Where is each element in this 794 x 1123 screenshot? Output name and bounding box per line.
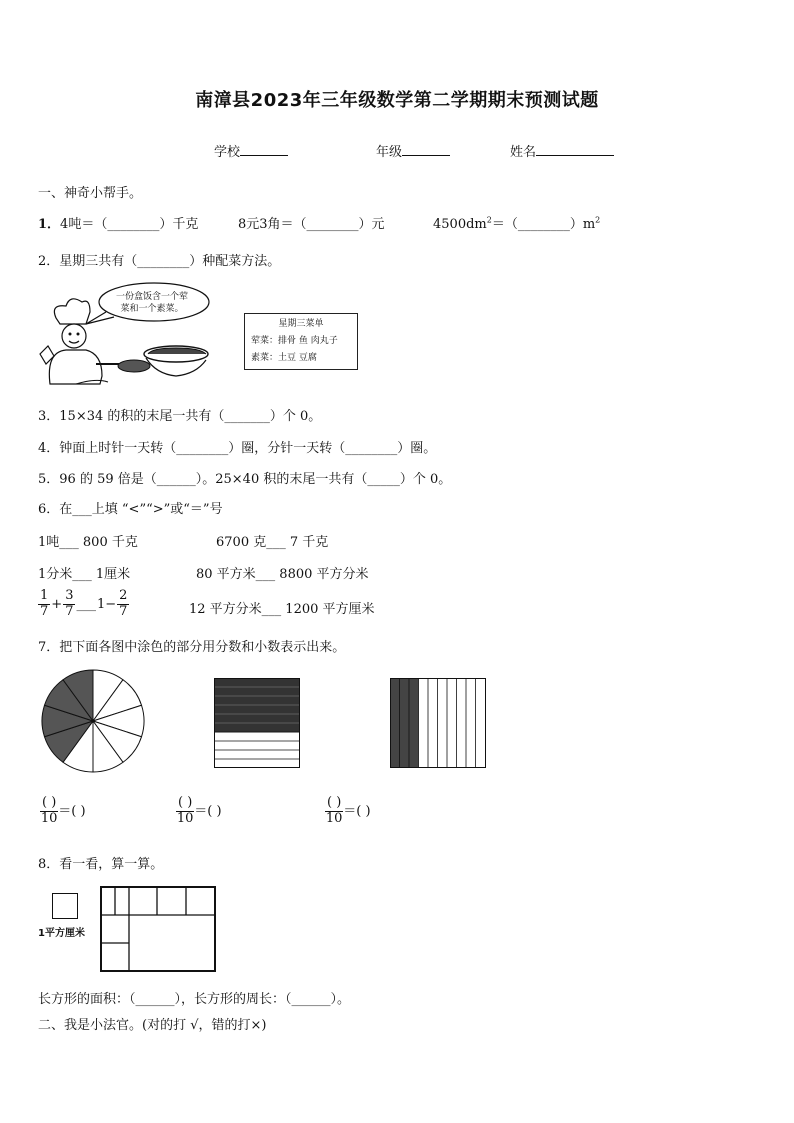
numerator-blank: ( ) — [42, 795, 57, 810]
answer-fraction — [40, 796, 58, 827]
name-field[interactable] — [510, 141, 614, 160]
menu-card — [244, 313, 358, 370]
q2-text: 2．星期三共有（________）种配菜方法。 — [38, 254, 281, 269]
denominator: 10 — [176, 810, 194, 826]
q6-text: 6．在___上填 “<”“>”或“＝”号 — [38, 502, 223, 517]
q6-row2-a: 1分米___ 1厘米 — [38, 567, 131, 582]
one-minus: 1− — [96, 596, 117, 612]
q6-row2-b: 80 平方米___ 8800 平方分米 — [196, 567, 369, 582]
q7-answer-1[interactable] — [40, 796, 86, 827]
denominator: 10 — [40, 810, 58, 826]
section-1-heading: 一、神奇小帮手。 — [38, 186, 143, 201]
answer-fraction — [176, 796, 194, 827]
q1-part-c — [433, 213, 600, 232]
numerator-blank: ( ) — [327, 795, 342, 810]
q1-c-mid: ＝（________）m — [491, 217, 596, 232]
school-label: 学校 — [214, 145, 241, 160]
q1-part-a — [38, 213, 198, 232]
frac-numerator: 1 — [40, 588, 49, 603]
decimal-blank: ＝( ) — [194, 803, 222, 819]
fraction-3-7 — [63, 589, 75, 620]
compare-blank: ___ — [76, 596, 96, 612]
menu-meat: 荤菜：排骨 鱼 肉丸子 — [251, 336, 338, 346]
q8-answer: 长方形的面积：（______），长方形的周长：（______）。 — [38, 992, 351, 1007]
frac-denominator: 7 — [65, 603, 74, 619]
q6-row1-a: 1吨___ 800 千克 — [38, 535, 138, 550]
section-2-heading: 二、我是小法官。(对的打 √，错的打×) — [38, 1018, 267, 1033]
answer-fraction — [325, 796, 343, 827]
page-title: 南漳县2023年三年级数学第二学期期末预测试题 — [195, 90, 599, 111]
denominator: 10 — [325, 810, 343, 826]
name-label: 姓名 — [510, 145, 537, 160]
q7-answer-2[interactable] — [176, 796, 222, 827]
q1-part-b: 8元3角＝（________）元 — [238, 217, 385, 232]
fraction-2-7 — [117, 589, 129, 620]
pie-figure — [40, 668, 146, 774]
q3-text: 3．15×34 的积的末尾一共有（_______）个 0。 — [38, 409, 322, 424]
decimal-blank: ＝( ) — [343, 803, 371, 819]
frying-pan — [118, 360, 150, 372]
grade-label: 年级 — [376, 145, 403, 160]
bubble-line-1: 一份盒饭含一个荤 — [116, 292, 189, 302]
fraction-1-7 — [38, 589, 50, 620]
menu-veg: 素菜：土豆 豆腐 — [251, 353, 317, 363]
frac-numerator: 3 — [65, 588, 74, 603]
q6-row3-b: 12 平方分米___ 1200 平方厘米 — [189, 602, 375, 617]
q6-row3-a — [38, 589, 129, 620]
chef-hat — [54, 299, 90, 324]
unit-square-label: 1平方厘米 — [38, 928, 85, 939]
frac-denominator: 7 — [40, 603, 49, 619]
chef-body — [49, 350, 102, 384]
grade-field[interactable] — [376, 141, 450, 160]
chef-face — [62, 324, 86, 348]
bubble-line-2: 菜和一个素菜。 — [120, 304, 184, 314]
plus-sign: + — [51, 596, 63, 612]
numerator-blank: ( ) — [178, 795, 193, 810]
q1-a-text: 4吨＝（________）千克 — [60, 217, 199, 232]
rectangle-grid-figure — [100, 886, 216, 972]
school-field[interactable] — [214, 141, 288, 160]
q8-text: 8．看一看，算一算。 — [38, 857, 164, 872]
q1-number: 1． — [38, 217, 61, 232]
q7-text: 7．把下面各图中涂色的部分用分数和小数表示出来。 — [38, 640, 346, 655]
q4-text: 4．钟面上时针一天转（________）圈，分针一天转（________）圈。 — [38, 441, 437, 456]
menu-title: 星期三菜单 — [278, 319, 324, 329]
frac-numerator: 2 — [119, 588, 128, 603]
vertical-strips-figure — [390, 678, 486, 768]
horizontal-strips-figure — [214, 678, 300, 768]
q5-text: 5．96 的 59 倍是（______）。25×40 积的末尾一共有（_____）个 0。 — [38, 472, 452, 487]
q6-row1-b: 6700 克___ 7 千克 — [216, 535, 329, 550]
frac-denominator: 7 — [119, 603, 128, 619]
decimal-blank: ＝( ) — [58, 803, 86, 819]
q1-c-sup1: 2 — [486, 215, 492, 225]
unit-square — [52, 893, 78, 919]
q1-c-prefix: 4500dm — [433, 217, 487, 232]
speech-bubble-text — [116, 291, 188, 315]
q7-answer-3[interactable] — [325, 796, 371, 827]
q1-c-sup2: 2 — [595, 215, 601, 225]
